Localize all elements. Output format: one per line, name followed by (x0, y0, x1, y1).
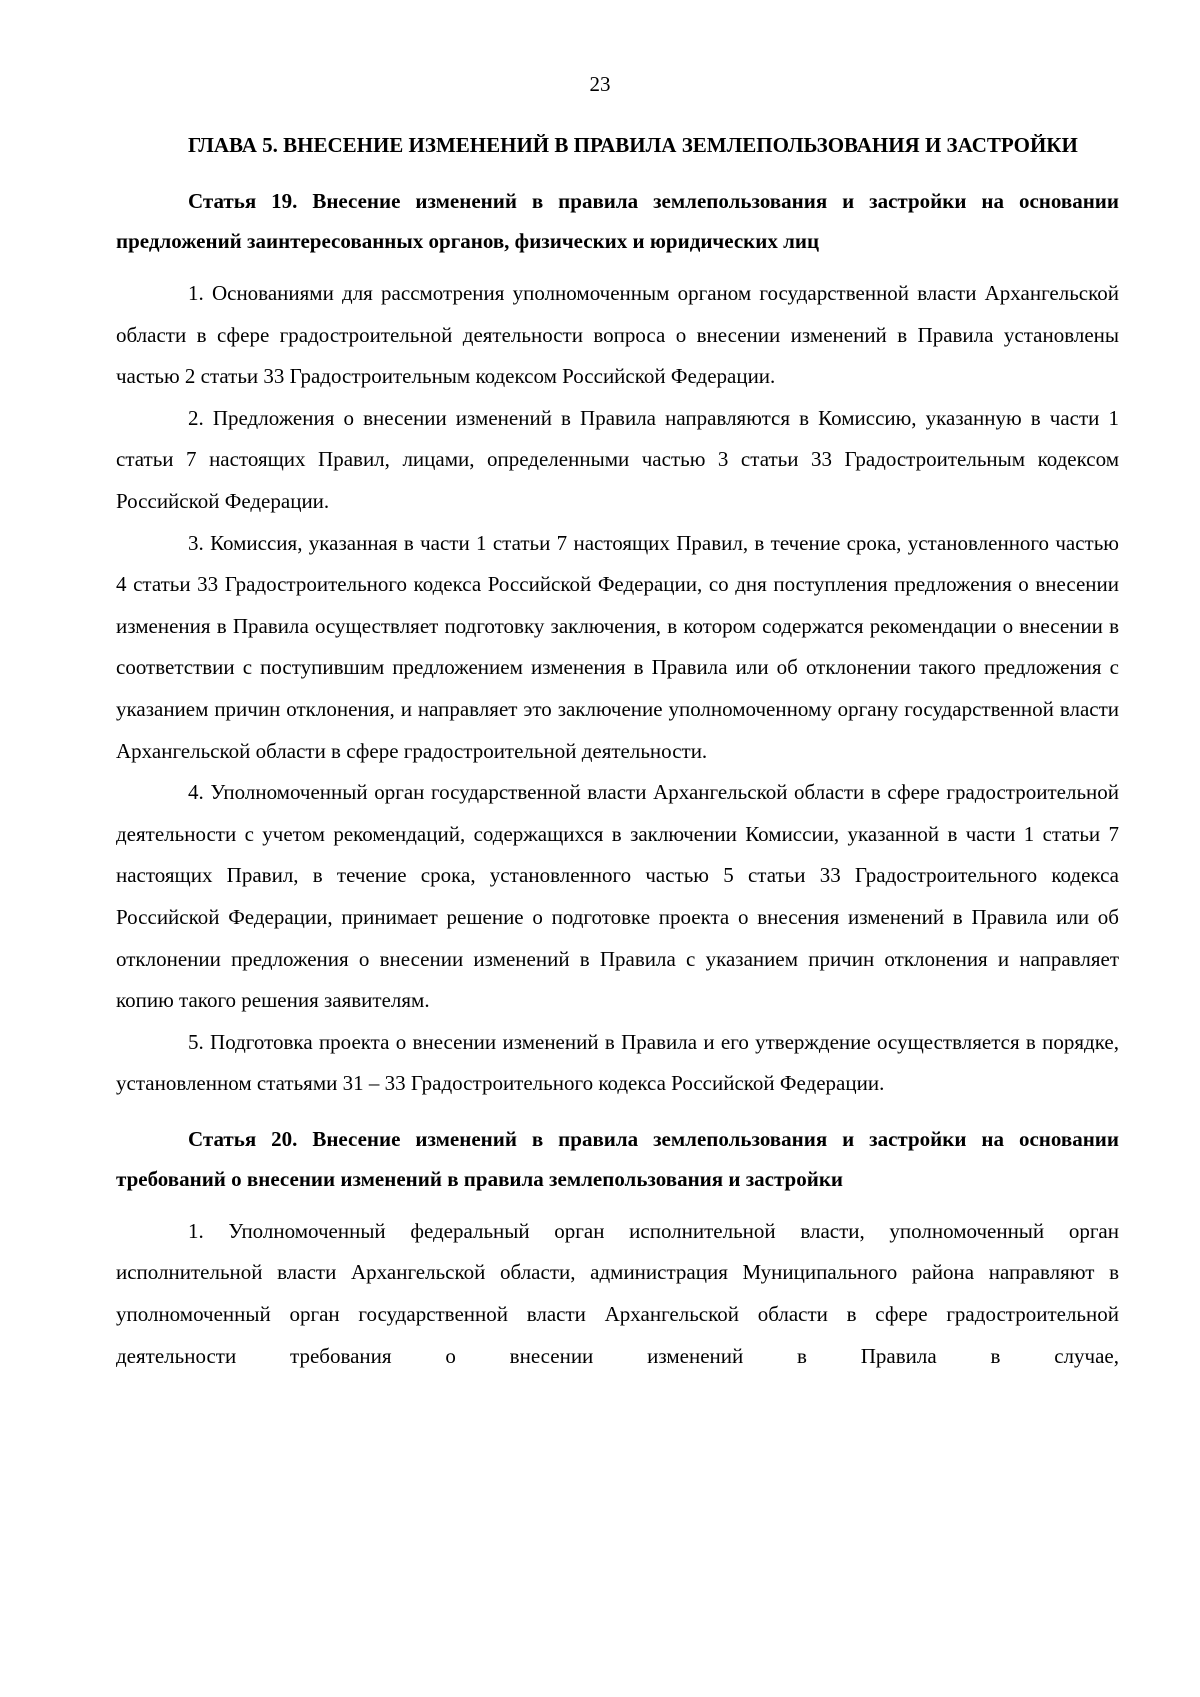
article-20-paragraph-1: 1. Уполномоченный федеральный орган исполнительной власти, уполномоченный орган исполнительной власти Архангельской области, администрация Муниципального района направляют в уполномоченный орган государственной власти Архангельской области в сфере градостроительной деятельности требования о внесении изменений в Правила в случае, (116, 1218, 1119, 1368)
article-19-paragraph-2: 2. Предложения о внесении изменений в Правила направляются в Комиссию, указанную в части 1 статьи 7 настоящих Правил, лицами, определенными частью 3 статьи 33 Градостроительным кодексом Российской Федерации. (116, 405, 1119, 513)
article-19-paragraph-4: 4. Уполномоченный орган государственной власти Архангельской области в сфере градостроительной деятельности с учетом рекомендаций, содержащихся в заключении Комиссии, указанной в части 1 статьи 7 настоящих Правил, в течение срока, установленного частью 5 статьи 33 Градостроительного кодекса Российской Федерации, принимает решение о подготовке проекта о внесения изменений в Правила или об отклонении предложения о внесении изменений в Правила с указанием причин отклонения и направляет копию такого решения заявителям. (116, 780, 1119, 1013)
chapter-title: ГЛАВА 5. ВНЕСЕНИЕ ИЗМЕНЕНИЙ В ПРАВИЛА ЗЕМЛЕПОЛЬЗОВАНИЯ И ЗАСТРОЙКИ (188, 133, 1078, 157)
article-20-title: Статья 20. Внесение изменений в правила землепользования и застройки на основании требований о внесении изменений в правила землепользования и застройки (116, 1126, 1119, 1191)
page-content (116, 125, 1119, 1377)
article-19-title: Статья 19. Внесение изменений в правила землепользования и застройки на основании предложений заинтересованных органов, физических и юридических лиц (116, 189, 1119, 253)
article-19-paragraph-3: 3. Комиссия, указанная в части 1 статьи 7 настоящих Правил, в течение срока, установленного частью 4 статьи 33 Градостроительного кодекса Российской Федерации, со дня поступления предложения о внесении изменения в Правила осуществляет подготовку заключения, в котором содержатся рекомендации о внесении в соответствии с поступившим предложением изменения в Правила или об отклонении такого предложения с указанием причин отклонения, и направляет это заключение уполномоченному органу государственной власти Архангельской области в сфере градостроительной деятельности. (116, 530, 1119, 763)
article-19-paragraph-1: 1. Основаниями для рассмотрения уполномоченным органом государственной власти Архангельской области в сфере градостроительной деятельности вопроса о внесении изменений в Правила установлены частью 2 статьи 33 Градостроительным кодексом Российской Федерации. (116, 281, 1119, 389)
page-number: 23 (589, 72, 611, 96)
article-19-paragraph-5: 5. Подготовка проекта о внесении изменений в Правила и его утверждение осуществляется в порядке, установленном статьями 31 – 33 Градостроительного кодекса Российской Федерации. (116, 1029, 1119, 1096)
